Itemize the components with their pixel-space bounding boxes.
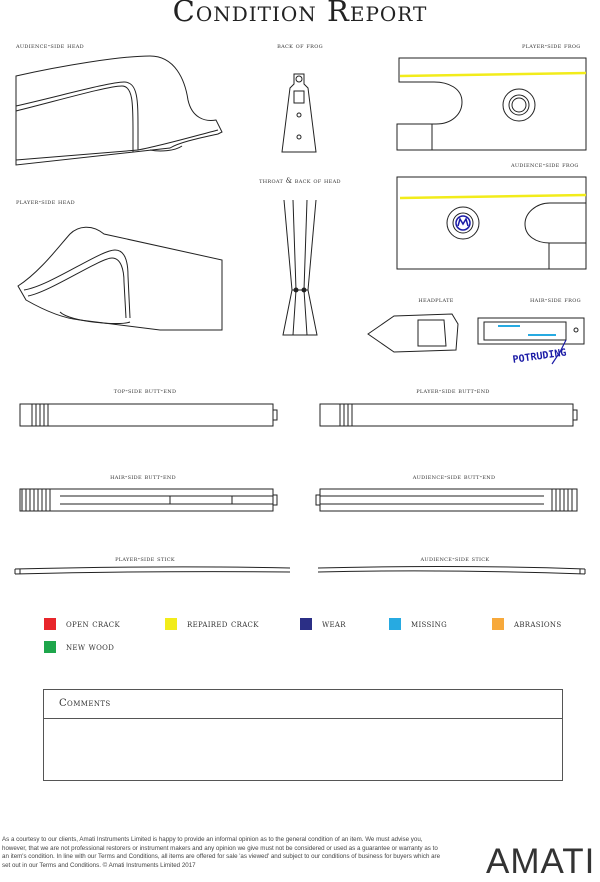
player-side-head-drawing [18,227,222,330]
audience-side-frog-drawing [397,177,586,269]
legend-swatch [492,618,504,630]
handwritten-annotation: POTRUDING [512,347,568,366]
label-player-side-head: player-side head [16,198,75,206]
legend-label: repaired crack [187,618,259,630]
label-audience-side-stick: audience-side stick [420,555,490,563]
page-title: Condition Report [172,0,428,28]
player-side-butt-end-drawing [320,404,577,426]
comments-box[interactable] [43,689,563,781]
audience-side-butt-end-drawing [316,489,577,511]
amati-logo: AMATI [486,842,596,881]
comments-heading: Comments [44,690,562,719]
label-hair-side-frog: hair-side frog [530,296,581,304]
legend-swatch [44,641,56,653]
hair-side-butt-end-drawing [20,489,277,511]
label-audience-side-butt-end: audience-side butt-end [412,473,496,481]
audience-side-stick-drawing [318,567,585,574]
legend-label: wear [322,618,346,630]
legend-item [165,618,259,630]
player-side-frog-drawing [397,58,586,150]
label-headplate: headplate [418,296,454,304]
legend-label: new wood [66,641,115,653]
back-of-frog-drawing [282,74,316,152]
disclaimer-text: As a courtesy to our clients, Amati Instruments Limited is happy to provide an informal opinion as to the general condition of an item. We must advise you, however, that we are not professional restorers or instrument makers and any opinion we give must not be considered or used as a guarantee or warranty as to an item's condition. In line with our Terms and Conditions, all items are offered for sale 'as viewed' and subject to our conditions of business for buyers which are set out in our Terms and Conditions. © Amati Instruments Limited 2017 [2,836,441,869]
legend-swatch [389,618,401,630]
legend-item [389,618,447,630]
label-top-side-butt-end: top-side butt-end [113,387,177,395]
label-audience-side-frog: audience-side frog [511,161,579,169]
label-hair-side-butt-end: hair-side butt-end [110,473,176,481]
legend-swatch [165,618,177,630]
label-back-of-frog: back of frog [277,42,323,50]
player-side-stick-drawing [15,567,290,574]
legend-item [492,618,561,630]
legend-item [44,641,114,653]
label-player-side-frog: player-side frog [522,42,581,50]
label-player-side-butt-end: player-side butt-end [416,387,490,395]
label-throat-back-of-head: throat & back of head [259,177,341,185]
legend-label: missing [411,618,447,630]
label-player-side-stick: player-side stick [115,555,175,563]
top-side-butt-end-drawing [20,404,277,426]
legend-label: abrasions [514,618,562,630]
legend-item [300,618,346,630]
legend-label: open crack [66,618,120,630]
comments-body[interactable] [44,719,562,781]
label-audience-side-head: audience-side head [16,42,84,50]
throat-drawing [283,200,317,335]
legend-item [44,618,120,630]
audience-side-head-drawing [16,56,222,165]
headplate-drawing [368,314,458,352]
legend-swatch [44,618,56,630]
legend-swatch [300,618,312,630]
